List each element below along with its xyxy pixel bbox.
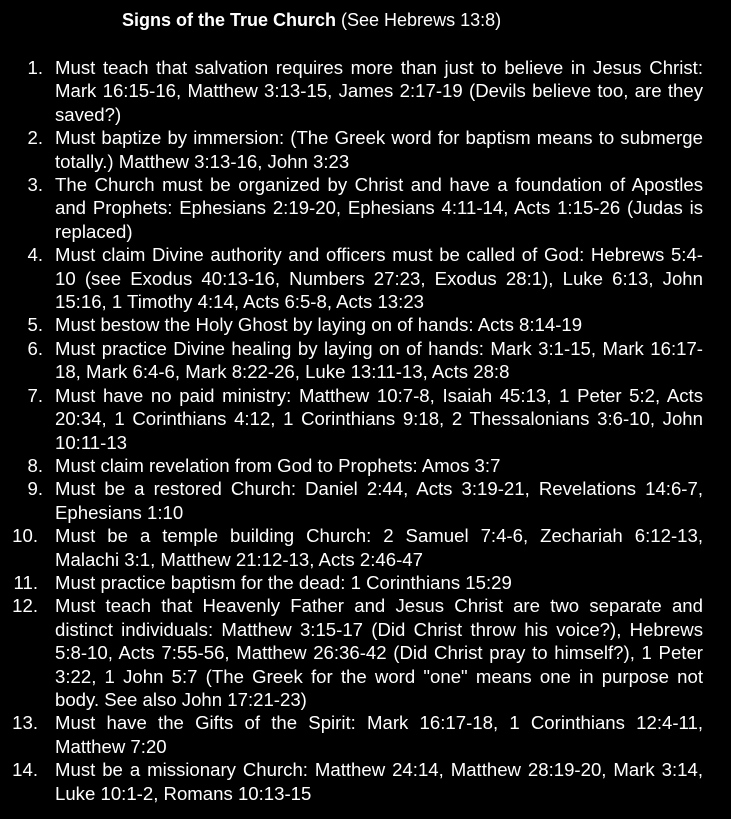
item-number: 13. (12, 712, 38, 734)
item-text: Must be a temple building Church: 2 Samuel 7:4-6, Zechariah 6:12-13, Malachi 3:1, Matthew 21:12-13, Acts 2:46-47 (55, 525, 703, 570)
item-text: Must teach that salvation requires more than just to believe in Jesus Christ: Mark 16:15-16, Matthew 3:13-15, James 2:17-19 (Devils believe too, are they saved?) (55, 57, 703, 125)
item-number: 8. (27, 454, 43, 476)
list-item (0, 173, 731, 243)
item-number: 10. (12, 525, 38, 547)
item-text: Must claim Divine authority and officers must be called of God: Hebrews 5:4-10 (see Exodus 40:13-16, Numbers 27:23, Exodus 28:1), Luke 6:13, John 15:16, 1 Timothy 4:14, Acts 6:5-8, Acts 13:23 (55, 244, 703, 313)
item-number: 14. (12, 759, 38, 781)
list-item (0, 313, 731, 336)
item-number: 2. (27, 127, 43, 149)
list-item (0, 384, 731, 454)
item-text: Must teach that Heavenly Father and Jesus Christ are two separate and distinct individuals: Matthew 3:15-17 (Did Christ throw his voice?), Hebrews 5:8-10, Acts 7:55-56, Matthew 26:36-42 (Did Christ pray to himself?), 1 Peter 3:22, 1 John 5:7 (The Greek for the word "one" means one in purpose not body. See also John 17:21-23) (55, 595, 703, 710)
list-item (0, 126, 731, 173)
list-item (0, 454, 731, 477)
item-number: 12. (12, 595, 38, 617)
item-text: Must baptize by immersion: (The Greek word for baptism means to submerge totally.) Matthew 3:13-16, John 3:23 (55, 127, 703, 172)
item-number: 5. (27, 314, 43, 336)
item-number: 6. (27, 337, 43, 359)
list-item (0, 56, 731, 126)
item-text: Must bestow the Holy Ghost by laying on of hands: Acts 8:14-19 (55, 314, 583, 336)
item-text: The Church must be organized by Christ and have a foundation of Apostles and Prophets: Ephesians 2:19-20, Ephesians 4:11-14, Acts 1:15-26 (Judas is replaced) (55, 174, 703, 242)
list-item (0, 571, 731, 594)
signs-list (0, 56, 731, 805)
item-number: 7. (27, 384, 43, 406)
item-number: 11. (13, 571, 38, 593)
item-text: Must have the Gifts of the Spirit: Mark 16:17-18, 1 Corinthians 12:4-11, Matthew 7:20 (55, 712, 703, 757)
title-reference: (See Hebrews 13:8) (336, 10, 502, 30)
list-item (0, 594, 731, 711)
list-item (0, 524, 731, 571)
list-item (0, 337, 731, 384)
item-text: Must be a restored Church: Daniel 2:44, Acts 3:19-21, Revelations 14:6-7, Ephesians 1:10 (55, 478, 703, 523)
item-text: Must be a missionary Church: Matthew 24:14, Matthew 28:19-20, Mark 3:14, Luke 10:1-2, Romans 10:13-15 (55, 759, 703, 804)
list-item (0, 243, 731, 313)
item-number: 9. (27, 478, 43, 500)
list-item (0, 711, 731, 758)
item-number: 1. (27, 57, 43, 78)
item-number: 4. (27, 244, 43, 266)
page-title (122, 8, 501, 32)
list-item (0, 758, 731, 805)
item-text: Must practice baptism for the dead: 1 Corinthians 15:29 (55, 571, 512, 593)
title-bold: Signs of the True Church (122, 10, 337, 30)
list-item (0, 477, 731, 524)
item-text: Must claim revelation from God to Prophets: Amos 3:7 (55, 454, 501, 476)
item-number: 3. (27, 174, 43, 196)
item-text: Must have no paid ministry: Matthew 10:7-8, Isaiah 45:13, 1 Peter 5:2, Acts 20:34, 1 Corinthians 4:12, 1 Corinthians 9:18, 2 Thessalonians 3:6-10, John 10:11-13 (55, 384, 703, 453)
item-text: Must practice Divine healing by laying on of hands: Mark 3:1-15, Mark 16:17-18, Mark 6:4-6, Mark 8:22-26, Luke 13:11-13, Acts 28:8 (55, 337, 703, 383)
